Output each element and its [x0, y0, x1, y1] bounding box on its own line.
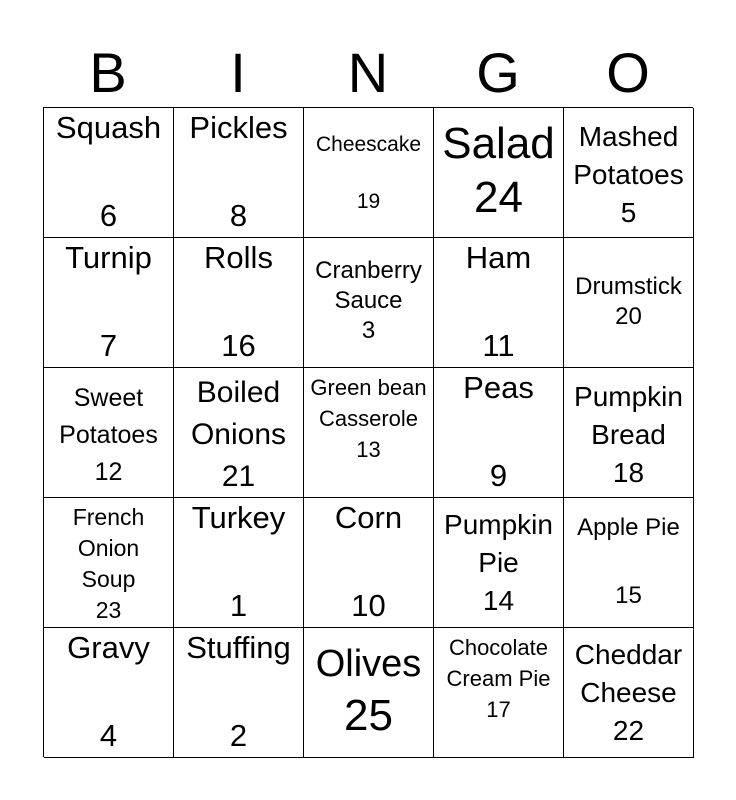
cell-number: 10 [351, 588, 386, 623]
bingo-cell[interactable] [304, 498, 434, 628]
cell-number: 5 [620, 197, 637, 228]
cell-label: Stuffing [186, 630, 291, 665]
cell-number: 18 [612, 457, 645, 488]
cell-label: Pumpkin Bread [574, 381, 683, 450]
cell-label: Ham [465, 240, 532, 275]
cell-number: 23 [95, 597, 122, 623]
cell-number: 12 [94, 458, 123, 486]
bingo-cell[interactable] [174, 628, 304, 758]
header-letter-g: G [476, 41, 520, 104]
bingo-cell[interactable] [304, 628, 434, 758]
cell-number: 19 [356, 190, 381, 213]
cell-label: Apple Pie [577, 514, 680, 541]
cell-label: Cranberry Sauce [315, 257, 422, 314]
bingo-header [43, 40, 693, 106]
cell-number: 8 [229, 198, 248, 233]
cell-number: 9 [489, 458, 508, 493]
cell-label: Peas [463, 370, 534, 405]
cell-label: Pickles [189, 110, 288, 145]
cell-number: 13 [356, 437, 381, 462]
bingo-cell[interactable] [564, 628, 694, 758]
bingo-cell[interactable] [434, 498, 564, 628]
header-letter-b: B [89, 41, 127, 104]
bingo-cell[interactable] [304, 238, 434, 368]
bingo-cell[interactable] [434, 628, 564, 758]
cell-label: Gravy [67, 630, 150, 665]
cell-number: 17 [486, 697, 511, 722]
bingo-cell[interactable] [44, 368, 174, 498]
bingo-cell[interactable] [304, 368, 434, 498]
cell-label: Drumstick [575, 273, 682, 300]
cell-number: 11 [482, 328, 515, 363]
cell-label: Corn [334, 500, 403, 535]
cell-number: 7 [99, 328, 118, 363]
bingo-cell[interactable] [564, 238, 694, 368]
header-letter-n: N [347, 41, 389, 104]
cell-number: 25 [344, 691, 393, 740]
cell-number: 24 [474, 173, 523, 222]
bingo-cell[interactable] [174, 368, 304, 498]
cell-number: 20 [615, 303, 642, 330]
cell-number: 3 [361, 317, 376, 344]
cell-label: Turkey [191, 500, 286, 535]
cell-label: Rolls [204, 240, 273, 275]
cell-label: Squash [55, 110, 162, 145]
cell-number: 4 [99, 718, 118, 753]
bingo-cell[interactable] [304, 108, 434, 238]
header-letter-i: I [230, 41, 246, 104]
cell-label: Boiled Onions [190, 376, 287, 451]
bingo-cell[interactable] [564, 498, 694, 628]
header-letter-o: O [606, 41, 650, 104]
cell-label: Cheescake [315, 133, 422, 156]
bingo-cell[interactable] [434, 368, 564, 498]
cell-label: Mashed Potatoes [573, 121, 684, 190]
cell-label: Olives [315, 643, 422, 685]
cell-label: French Onion Soup [72, 504, 145, 592]
bingo-card-grid [43, 107, 693, 757]
cell-number: 21 [221, 460, 256, 493]
cell-label: Sweet Potatoes [59, 384, 158, 449]
cell-label: Salad [442, 119, 555, 168]
cell-label: Green bean Casserole [310, 375, 427, 431]
cell-number: 1 [229, 588, 248, 623]
bingo-cell[interactable] [564, 108, 694, 238]
cell-label: Cheddar Cheese [574, 639, 683, 708]
cell-number: 22 [612, 715, 645, 746]
cell-label: Turnip [65, 240, 152, 275]
bingo-cell[interactable] [434, 108, 564, 238]
cell-label: Pumpkin Pie [444, 509, 553, 578]
bingo-cell[interactable] [564, 368, 694, 498]
cell-number: 16 [221, 328, 256, 363]
bingo-cell[interactable] [44, 628, 174, 758]
cell-number: 2 [229, 718, 248, 753]
cell-number: 6 [99, 198, 118, 233]
cell-number: 14 [482, 585, 515, 616]
bingo-cell[interactable] [174, 238, 304, 368]
bingo-cell[interactable] [174, 108, 304, 238]
bingo-cell[interactable] [44, 108, 174, 238]
bingo-cell[interactable] [434, 238, 564, 368]
cell-label: Chocolate Cream Pie [446, 635, 551, 691]
bingo-cell[interactable] [44, 238, 174, 368]
bingo-cell[interactable] [44, 498, 174, 628]
bingo-cell[interactable] [174, 498, 304, 628]
cell-number: 15 [615, 582, 642, 609]
